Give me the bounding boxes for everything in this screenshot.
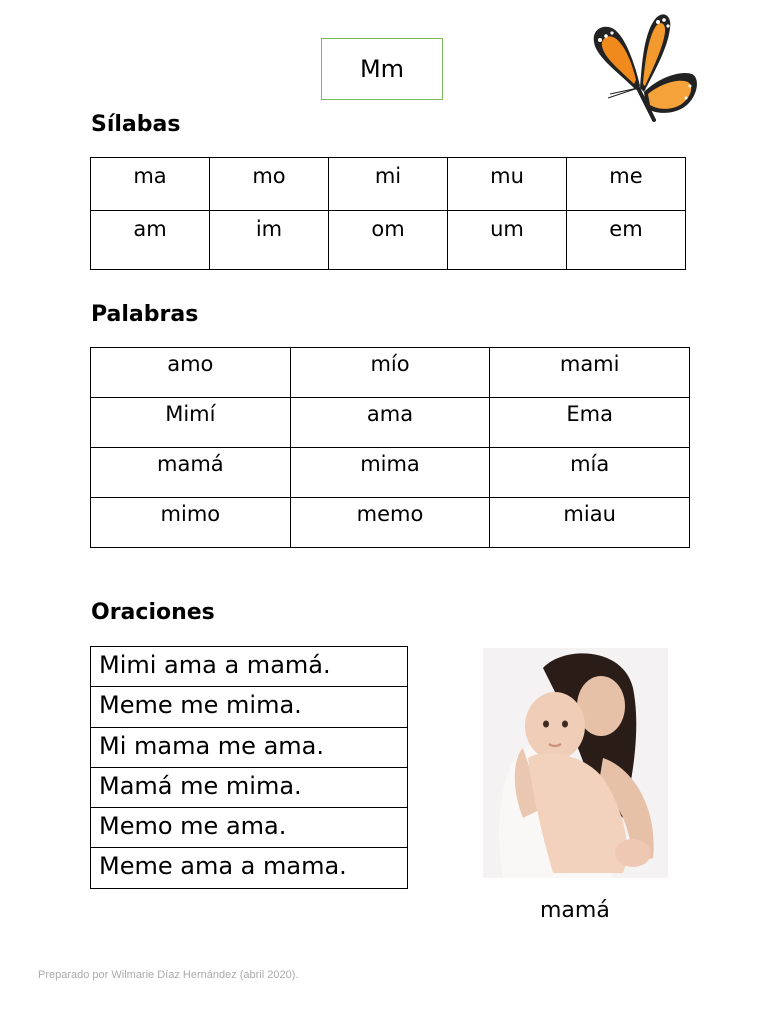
table-cell: ma: [91, 158, 210, 211]
sentence-cell: Mi mama me ama.: [91, 727, 408, 767]
silabas-heading: Sílabas: [91, 112, 181, 137]
table-row: [91, 211, 686, 270]
page-title-text: Mm: [359, 55, 405, 83]
table-cell: em: [567, 211, 686, 270]
oraciones-heading: Oraciones: [91, 600, 215, 625]
table-cell: mamá: [91, 448, 291, 498]
table-row: [91, 348, 690, 398]
table-cell: ama: [290, 398, 490, 448]
photo-caption: mamá: [540, 898, 610, 923]
table-row: [91, 808, 408, 848]
sentence-cell: Meme ama a mama.: [91, 848, 408, 888]
table-row: [91, 727, 408, 767]
footer-credit: Preparado por Wilmarie Díaz Hernández (abril 2020).: [38, 969, 299, 981]
table-cell: om: [329, 211, 448, 270]
table-cell: memo: [290, 498, 490, 548]
sentence-cell: Mamá me mima.: [91, 767, 408, 807]
table-cell: mima: [290, 448, 490, 498]
table-cell: am: [91, 211, 210, 270]
table-cell: mío: [290, 348, 490, 398]
sentence-cell: Meme me mima.: [91, 687, 408, 727]
table-cell: Mimí: [91, 398, 291, 448]
table-cell: amo: [91, 348, 291, 398]
table-cell: miau: [490, 498, 690, 548]
palabras-table: [90, 347, 690, 548]
table-row: [91, 647, 408, 687]
table-cell: me: [567, 158, 686, 211]
page-title: [321, 38, 443, 100]
sentence-cell: Memo me ama.: [91, 808, 408, 848]
table-cell: mía: [490, 448, 690, 498]
table-row: [91, 158, 686, 211]
mother-baby-photo: [483, 648, 668, 878]
palabras-heading: Palabras: [91, 302, 199, 327]
table-cell: mimo: [91, 498, 291, 548]
table-cell: Ema: [490, 398, 690, 448]
table-cell: im: [210, 211, 329, 270]
silabas-table: [90, 157, 686, 270]
table-row: [91, 498, 690, 548]
oraciones-table: [90, 646, 408, 889]
table-row: [91, 687, 408, 727]
table-cell: mi: [329, 158, 448, 211]
table-row: [91, 848, 408, 888]
butterfly-icon: [588, 12, 704, 130]
table-row: [91, 398, 690, 448]
table-cell: um: [448, 211, 567, 270]
table-cell: mu: [448, 158, 567, 211]
table-row: [91, 448, 690, 498]
table-row: [91, 767, 408, 807]
sentence-cell: Mimi ama a mamá.: [91, 647, 408, 687]
table-cell: mo: [210, 158, 329, 211]
table-cell: mami: [490, 348, 690, 398]
